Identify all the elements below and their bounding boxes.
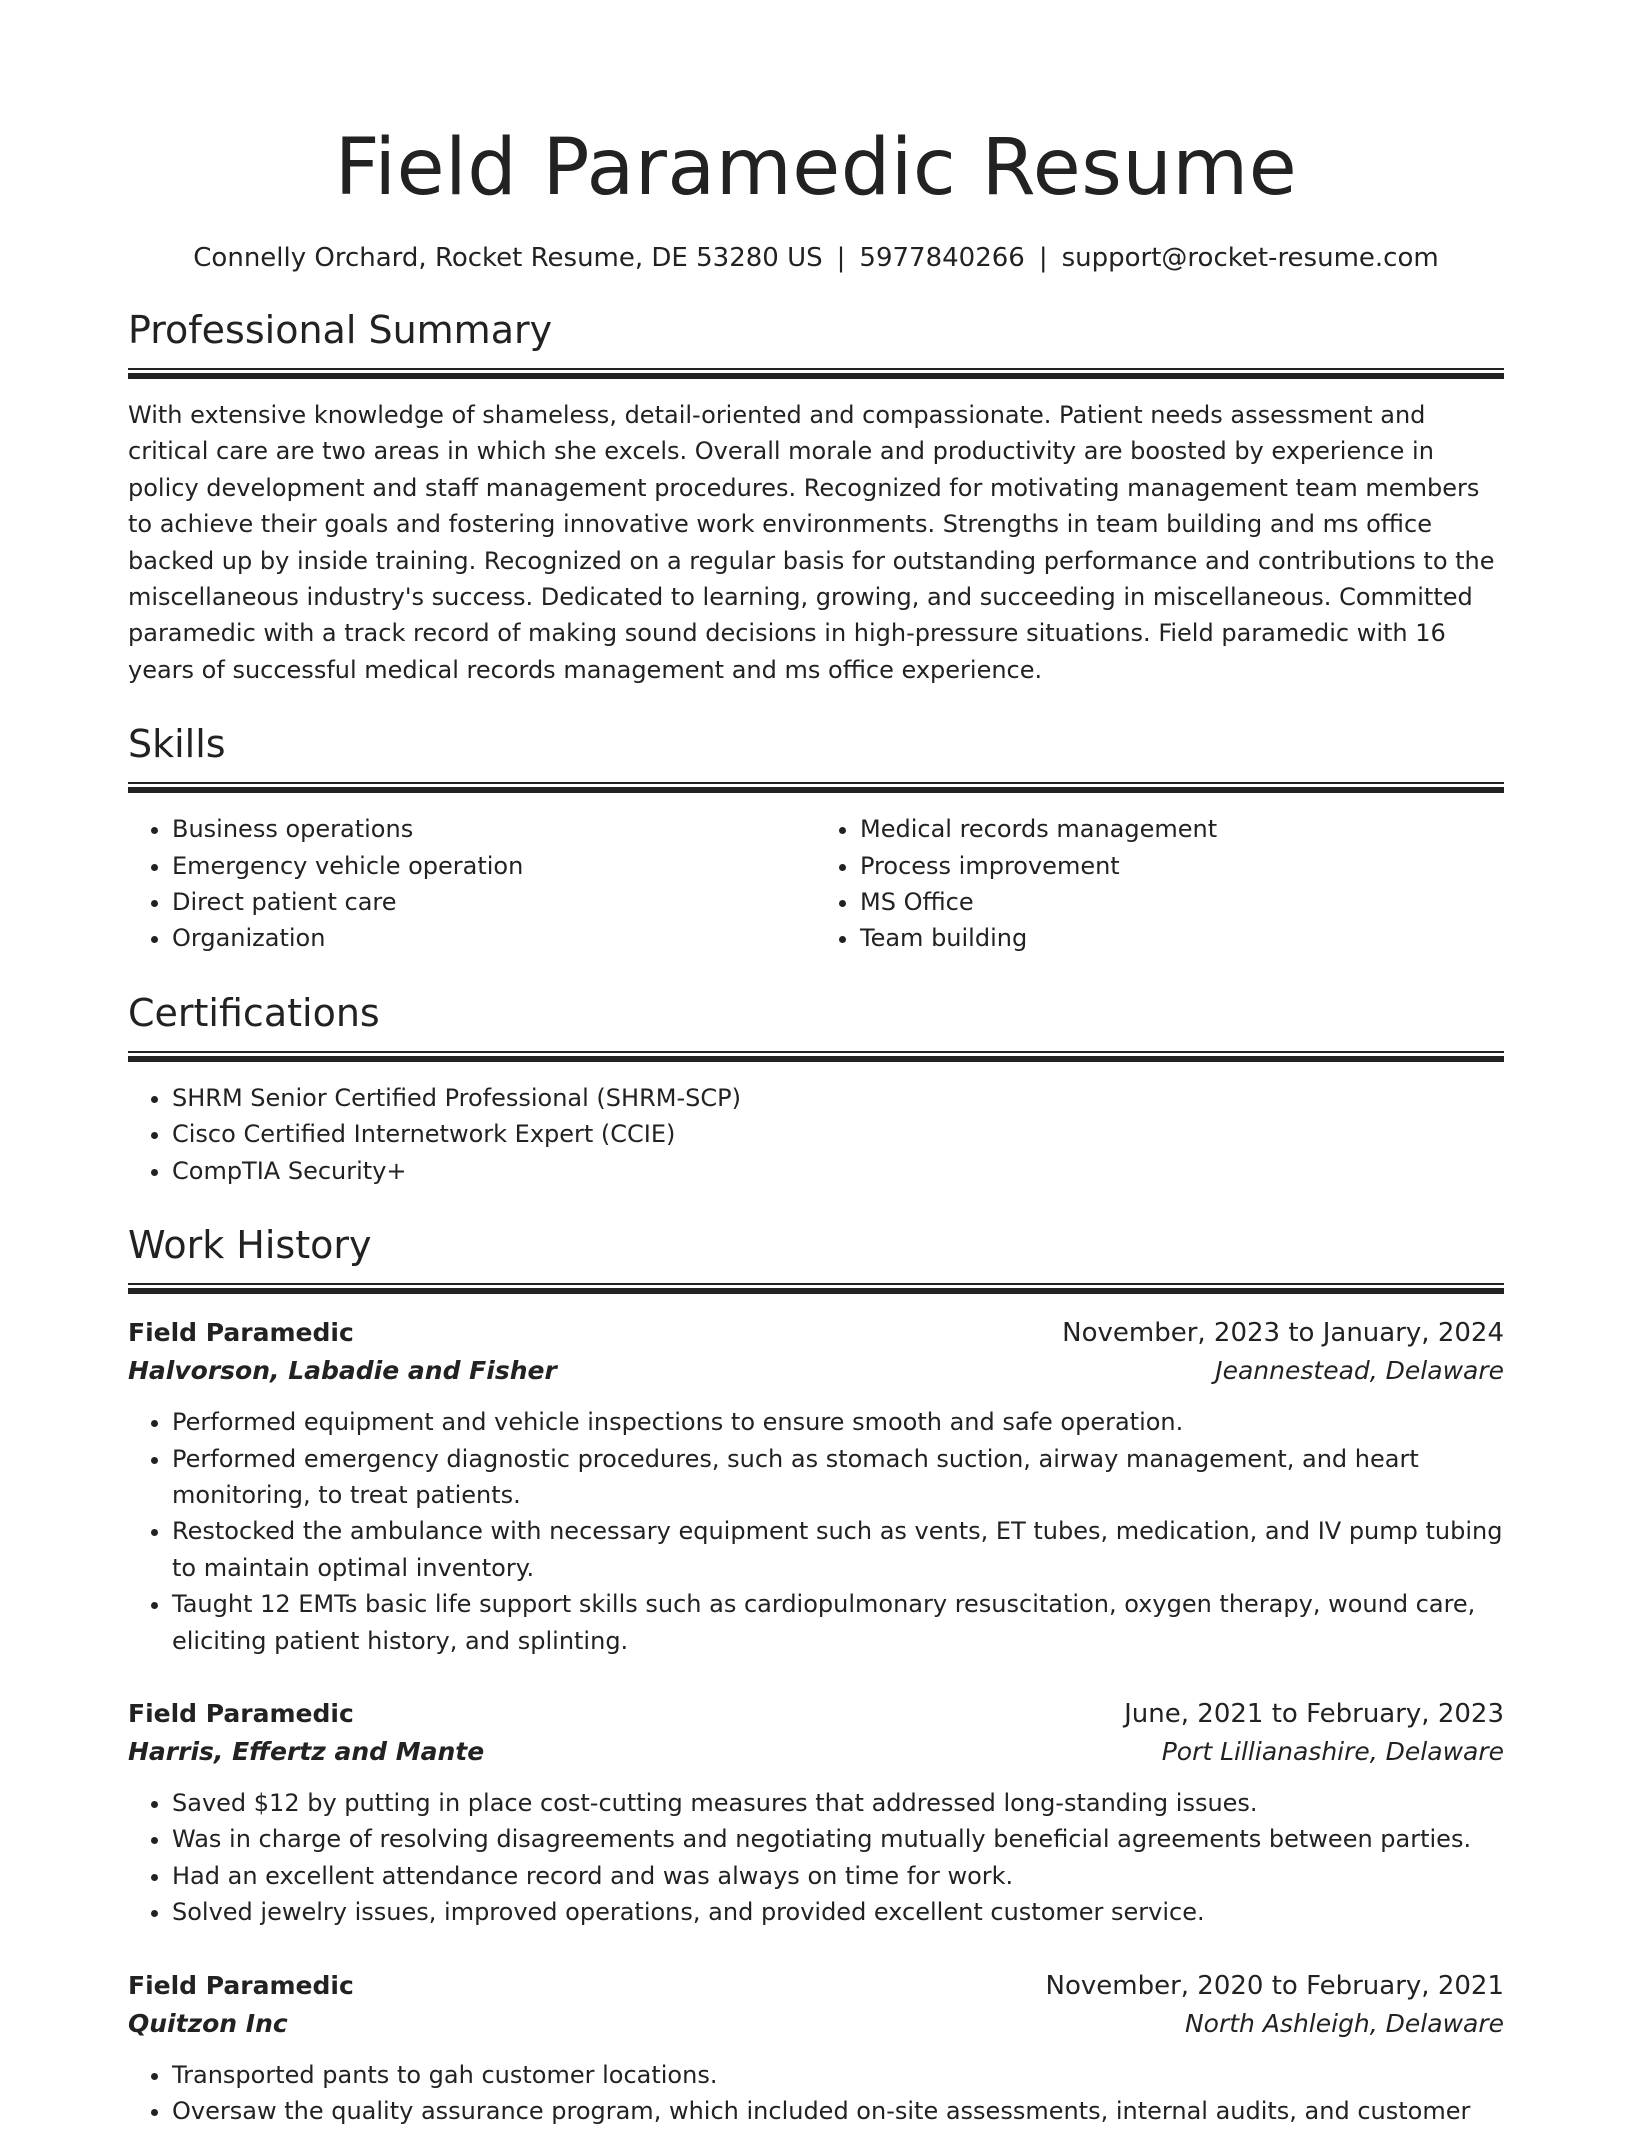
job-entry (128, 1314, 1504, 1659)
certifications-list (128, 1080, 1504, 1189)
contact-email: support@rocket-resume.com (1061, 243, 1439, 273)
job-bullet: • Restocked the ambulance with necessary equipment such as vents, ET tubes, medication, and IV pump tubing to maintain optimal inventory. (172, 1513, 1504, 1586)
skill-item: • Emergency vehicle operation (172, 848, 816, 884)
contact-separator: | (1038, 243, 1048, 273)
work-history-heading: Work History (128, 1223, 372, 1268)
job-bullet-list (128, 2057, 1504, 2129)
section-divider (128, 782, 1504, 793)
job-location: Jeannestead, Delaware (1215, 1356, 1504, 1386)
skill-item: • Process improvement (860, 848, 1504, 884)
job-bullet: • Oversaw the quality assurance program, which included on-site assessments, internal audits, and customer (172, 2093, 1504, 2129)
skill-item: • Team building (860, 920, 1504, 956)
section-divider (128, 1051, 1504, 1062)
job-bullet: • Transported pants to gah customer locations. (172, 2057, 1504, 2093)
skill-item: • Medical records management (860, 811, 1504, 847)
section-divider (128, 1283, 1504, 1294)
job-bullet: • Performed emergency diagnostic procedures, such as stomach suction, airway management, and heart monitoring, to treat patients. (172, 1441, 1504, 1514)
job-bullet-list (128, 1404, 1504, 1659)
job-company-row (128, 2005, 1504, 2043)
job-entry (128, 1967, 1504, 2129)
certifications-heading: Certifications (128, 990, 380, 1035)
skill-item: • Business operations (172, 811, 816, 847)
summary-heading: Professional Summary (128, 308, 553, 352)
job-title: Field Paramedic (128, 1318, 354, 1348)
job-bullet: • Solved jewelry issues, improved operations, and provided excellent customer service. (172, 1894, 1504, 1930)
job-bullet: • Was in charge of resolving disagreements and negotiating mutually beneficial agreements between parties. (172, 1821, 1504, 1857)
certifications-section (128, 989, 1504, 1189)
summary-text: With extensive knowledge of shameless, detail-oriented and compassionate. Patient needs assessment and critical care are two areas in which she excels. Overall morale and productivity are boosted by experience in policy development and staff management procedures. Recognized for motivating management team members to achieve their goals and fostering innovative work environments. Strengths in team building and ms office backed up by inside training. Recognized on a regular basis for outstanding performance and contributions to the miscellaneous industry's success. Dedicated to learning, growing, and succeeding in miscellaneous. Committed paramedic with a track record of making sound decisions in high-pressure situations. Field paramedic with 16 years of successful medical records management and ms office experience. (128, 401, 1495, 684)
skill-item: • Organization (172, 920, 816, 956)
job-header-row (128, 1314, 1504, 1352)
skills-section (128, 720, 1504, 957)
job-company-row (128, 1352, 1504, 1390)
skill-item: • MS Office (860, 884, 1504, 920)
job-company-row (128, 1733, 1504, 1771)
job-company: Harris, Effertz and Mante (128, 1736, 485, 1766)
job-entry (128, 1695, 1504, 1931)
summary-section (128, 306, 1504, 688)
certification-item: • SHRM Senior Certified Professional (SHRM-SCP) (172, 1080, 1504, 1116)
skills-columns (128, 811, 1504, 957)
job-location: Port Lillianashire, Delaware (1161, 1736, 1504, 1766)
certification-item: • CompTIA Security+ (172, 1153, 1504, 1189)
job-bullet-list (128, 1785, 1504, 1931)
job-company: Quitzon Inc (128, 2008, 288, 2038)
section-divider (128, 368, 1504, 379)
job-title: Field Paramedic (128, 1970, 354, 2000)
job-header-row (128, 1695, 1504, 1733)
contact-line (128, 240, 1504, 276)
job-location: North Ashleigh, Delaware (1184, 2008, 1504, 2038)
skills-heading: Skills (128, 722, 226, 767)
job-bullet: • Taught 12 EMTs basic life support skills such as cardiopulmonary resuscitation, oxygen therapy, wound care, eliciting patient history, and splinting. (172, 1586, 1504, 1659)
job-company: Halvorson, Labadie and Fisher (128, 1356, 557, 1386)
job-dates: November, 2020 to February, 2021 (1045, 1970, 1504, 2001)
certification-item: • Cisco Certified Internetwork Expert (CCIE) (172, 1116, 1504, 1152)
skills-list-left (128, 811, 816, 957)
job-bullet: • Performed equipment and vehicle inspections to ensure smooth and safe operation. (172, 1404, 1504, 1440)
skill-item: • Direct patient care (172, 884, 816, 920)
skills-list-right (816, 811, 1504, 957)
contact-separator: | (836, 243, 846, 273)
resume-title: Field Paramedic Resume (334, 123, 1298, 213)
job-dates: November, 2023 to January, 2024 (1062, 1318, 1504, 1349)
job-header-row (128, 1967, 1504, 2005)
job-bullet: • Had an excellent attendance record and was always on time for work. (172, 1858, 1504, 1894)
job-dates: June, 2021 to February, 2023 (1124, 1698, 1504, 1729)
work-history-section (128, 1221, 1504, 2129)
job-title: Field Paramedic (128, 1698, 354, 1728)
job-bullet: • Saved $12 by putting in place cost-cutting measures that addressed long-standing issues. (172, 1785, 1504, 1821)
contact-phone: 5977840266 (859, 243, 1025, 273)
contact-address: Connelly Orchard, Rocket Resume, DE 53280 US (193, 243, 823, 273)
